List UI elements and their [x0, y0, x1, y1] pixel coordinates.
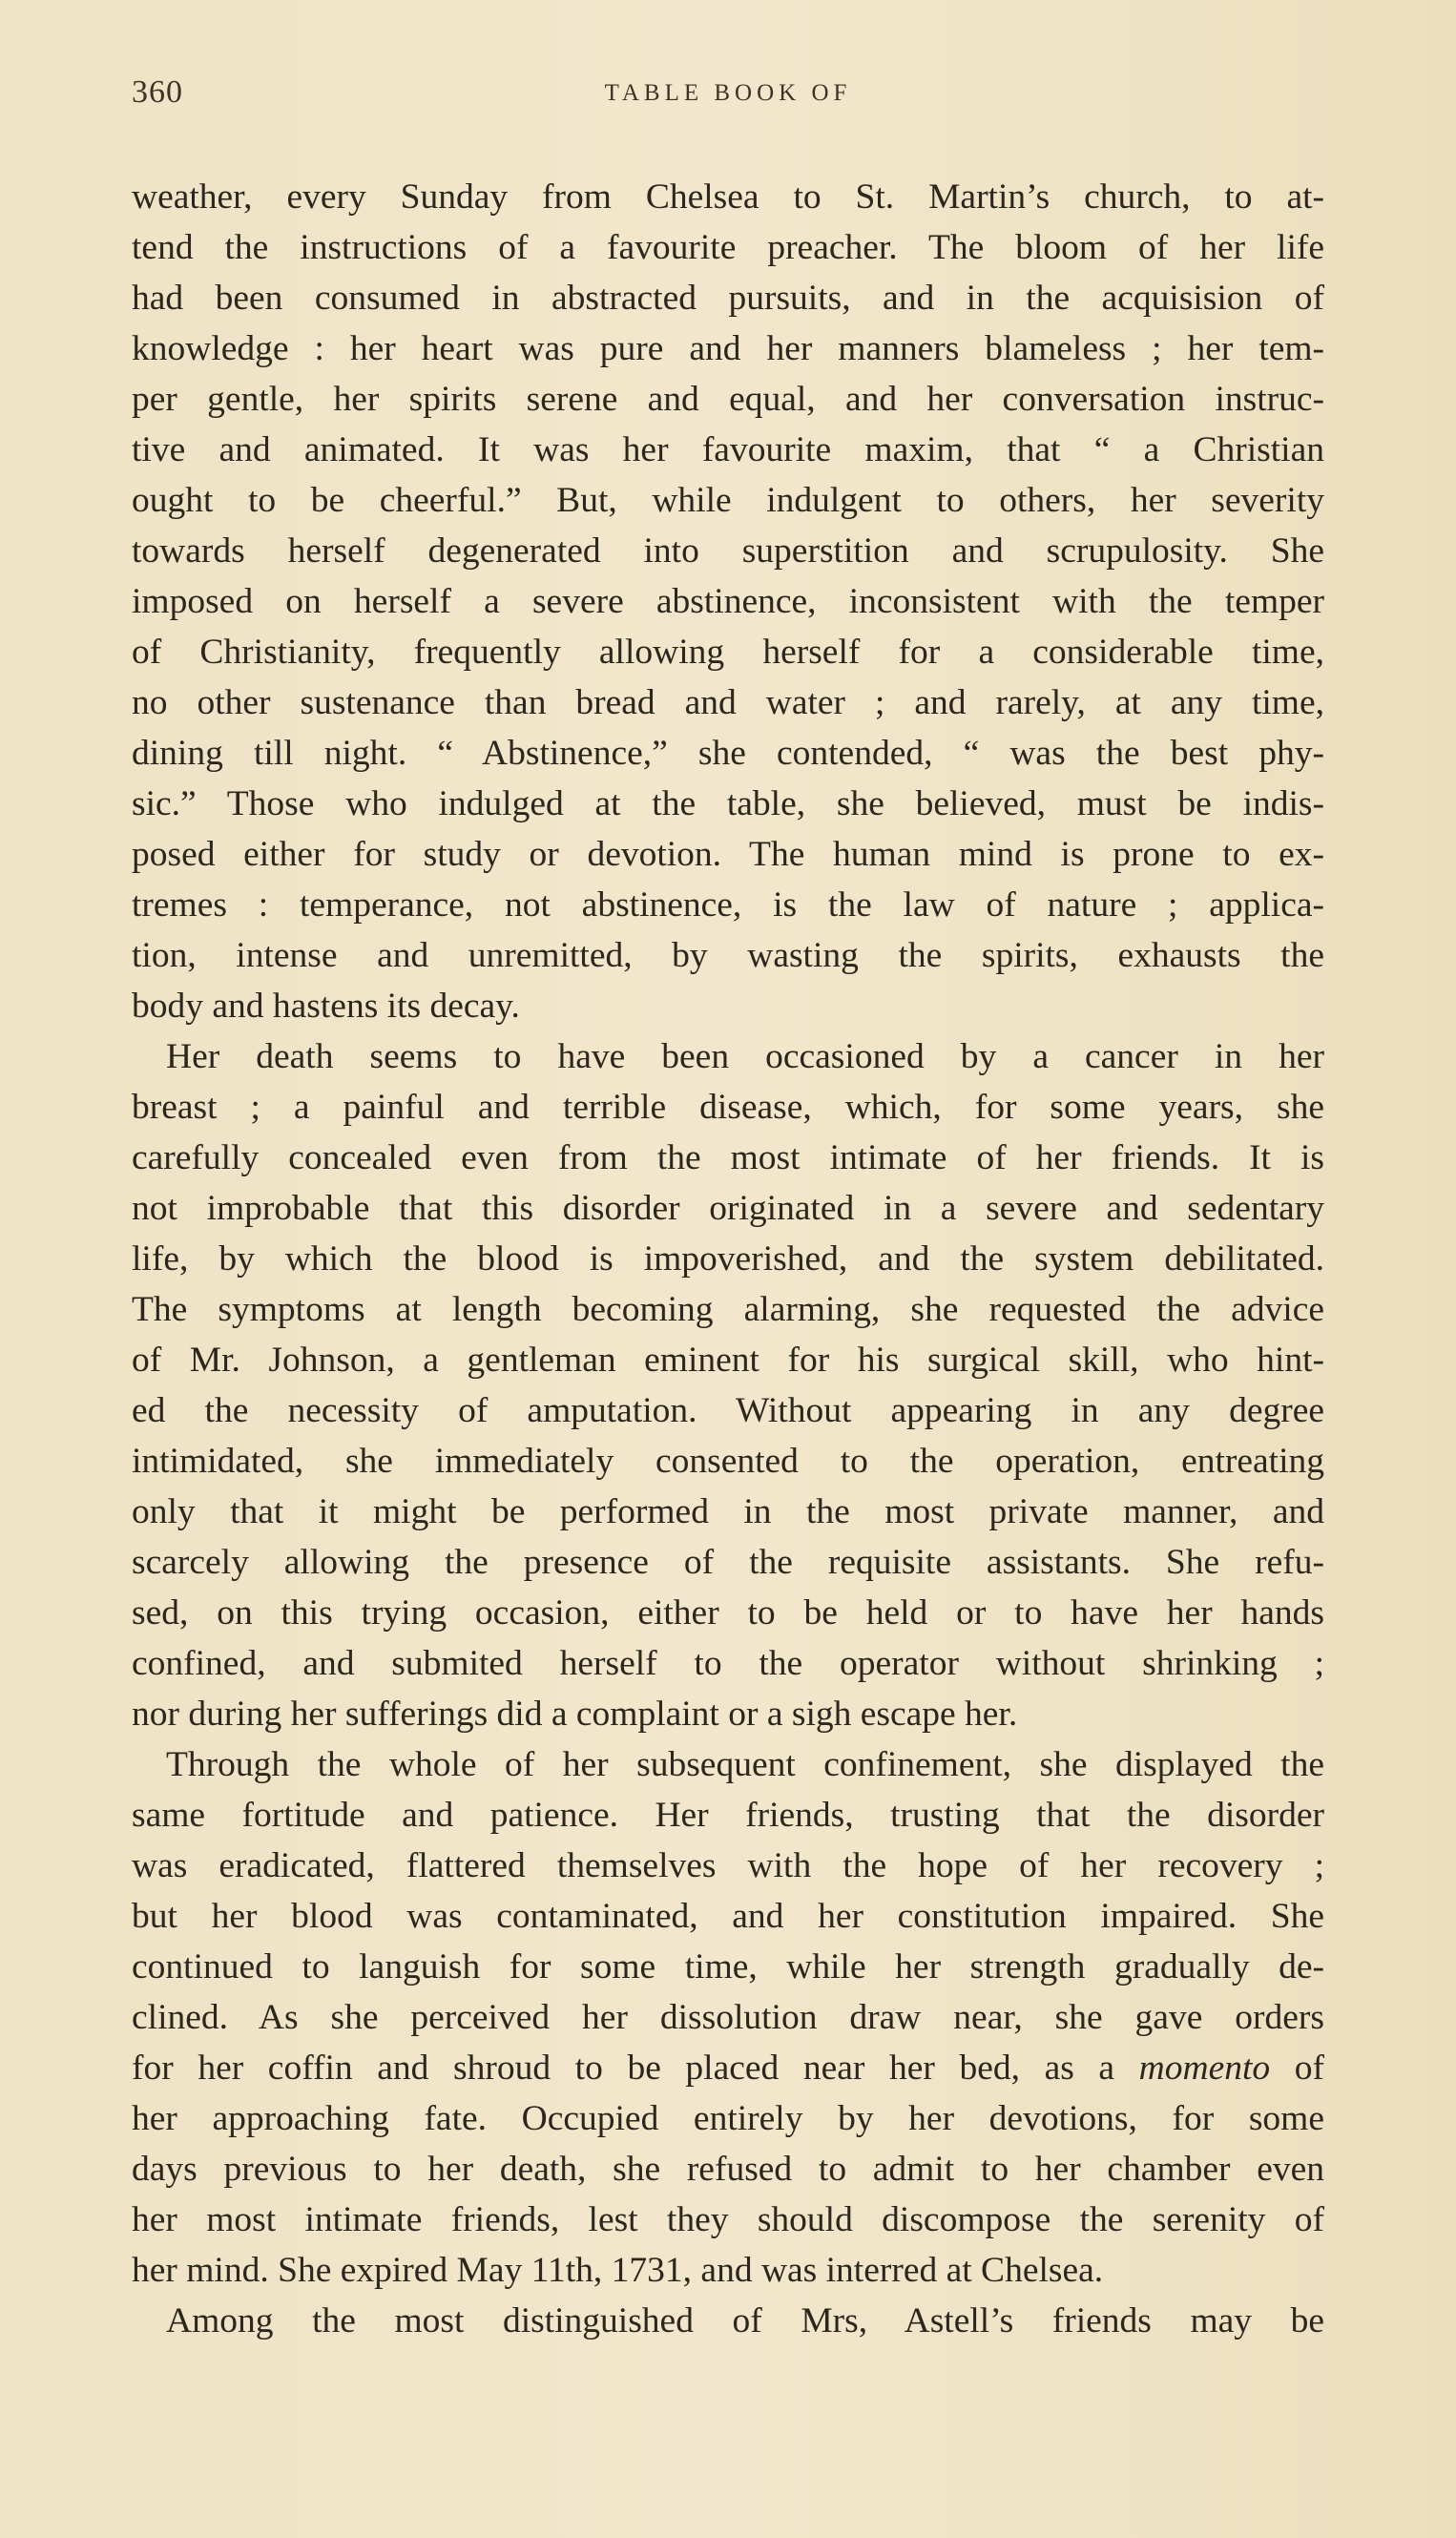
text-line: continued to languish for some time, while her strength gradually de- — [132, 1947, 1324, 1987]
text-segment: for her coffin and shroud to be placed near her bed, as a — [132, 2049, 1139, 2088]
text-line: was eradicated, flattered themselves with the hope of her recovery ; — [132, 1846, 1324, 1885]
text-line: confined, and submited herself to the operator without shrinking ; — [132, 1644, 1324, 1683]
text-segment: of — [1270, 2049, 1324, 2088]
text-line: tive and animated. It was her favourite maxim, that “ a Christian — [132, 430, 1324, 469]
page-number: 360 — [132, 74, 183, 110]
text-line: weather, every Sunday from Chelsea to St. Martin’s church, to at- — [132, 177, 1324, 217]
text-line: tion, intense and unremitted, by wasting the spirits, exhausts the — [132, 936, 1324, 975]
text-line: The symptoms at length becoming alarming, she requested the advice — [132, 1290, 1324, 1329]
text-line: dining till night. “ Abstinence,” she contended, “ was the best phy- — [132, 734, 1324, 773]
text-line: ed the necessity of amputation. Without appearing in any degree — [132, 1391, 1324, 1430]
text-line: only that it might be performed in the most private manner, and — [132, 1492, 1324, 1531]
body-text — [132, 172, 1324, 2346]
text-line: Among the most distinguished of Mrs, Astell’s friends may be — [166, 2301, 1324, 2340]
text-line: sic.” Those who indulged at the table, she believed, must be indis- — [132, 784, 1324, 823]
text-line: no other sustenance than bread and water ; and rarely, at any time, — [132, 683, 1324, 722]
italic-term: momento — [1138, 2049, 1271, 2088]
text-line: clined. As she perceived her dissolution draw near, she gave orders — [132, 1998, 1324, 2037]
text-line: of Christianity, frequently allowing herself for a considerable time, — [132, 633, 1324, 672]
text-line: of Mr. Johnson, a gentleman eminent for his surgical skill, who hint- — [132, 1341, 1324, 1380]
text-line: had been consumed in abstracted pursuits, and in the acquisision of — [132, 279, 1324, 318]
text-line: same fortitude and patience. Her friends, trusting that the disorder — [132, 1796, 1324, 1835]
text-line: life, by which the blood is impoverished, and the system debilitated. — [132, 1239, 1324, 1279]
text-line: knowledge : her heart was pure and her manners blameless ; her tem- — [132, 329, 1324, 368]
text-line: not improbable that this disorder originated in a severe and sedentary — [132, 1189, 1324, 1228]
text-line: her approaching fate. Occupied entirely by her devotions, for some — [132, 2099, 1324, 2138]
running-head: TABLE BOOK OF — [604, 80, 852, 106]
text-line: her most intimate friends, lest they should discompose the serenity of — [132, 2200, 1324, 2239]
text-line: ought to be cheerful.” But, while indulgent to others, her severity — [132, 481, 1324, 520]
text-line: Through the whole of her subsequent confinement, she displayed the — [166, 1745, 1324, 1784]
text-line: sed, on this trying occasion, either to be held or to have her hands — [132, 1593, 1324, 1633]
text-line: breast ; a painful and terrible disease, which, for some years, she — [132, 1088, 1324, 1127]
text-line: tremes : temperance, not abstinence, is the law of nature ; applica- — [132, 885, 1324, 925]
text-line: per gentle, her spirits serene and equal, and her conversation instruc- — [132, 380, 1324, 419]
text-line: imposed on herself a severe abstinence, inconsistent with the temper — [132, 582, 1324, 621]
text-line: her mind. She expired May 11th, 1731, and was interred at Chelsea. — [132, 2251, 1104, 2290]
text-line: body and hastens its decay. — [132, 987, 520, 1026]
text-line: nor during her sufferings did a complaint or a sigh escape her. — [132, 1695, 1018, 1734]
text-line: days previous to her death, she refused to admit to her chamber even — [132, 2150, 1324, 2189]
text-line: posed either for study or devotion. The human mind is prone to ex- — [132, 835, 1324, 874]
text-line: intimidated, she immediately consented to the operation, entreating — [132, 1442, 1324, 1481]
text-line: Her death seems to have been occasioned by a cancer in her — [166, 1037, 1324, 1076]
text-line: scarcely allowing the presence of the requisite assistants. She refu- — [132, 1543, 1324, 1582]
text-line: but her blood was contaminated, and her constitution impaired. She — [132, 1897, 1324, 1936]
page-header — [132, 74, 1324, 128]
text-line — [132, 2043, 1324, 2093]
text-line: towards herself degenerated into superstition and scrupulosity. She — [132, 531, 1324, 571]
text-line: carefully concealed even from the most intimate of her friends. It is — [132, 1138, 1324, 1177]
text-line: tend the instructions of a favourite preacher. The bloom of her life — [132, 228, 1324, 267]
